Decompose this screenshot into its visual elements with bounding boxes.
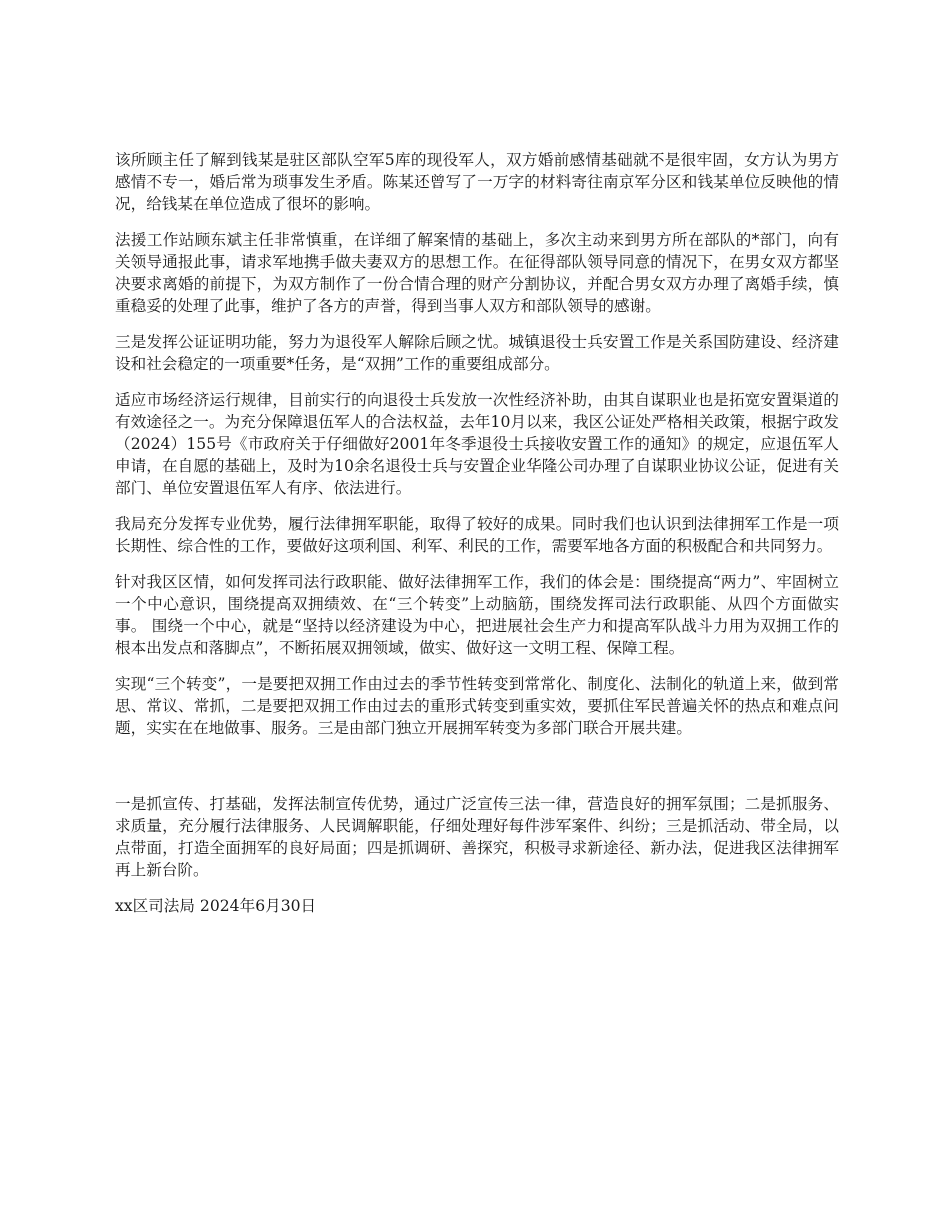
paragraph-2: 法援工作站顾东斌主任非常慎重，在详细了解案情的基础上，多次主动来到男方所在部队的*部门，向有关领导通报此事，请求军地携手做夫妻双方的思想工作。在征得部队领导同意的情况下，在男女双方都坚决要求离婚的前提下，为双方制作了一份合情合理的财产分割协议，并配合男女双方办理了离婚手续，慎重稳妥的处理了此事，维护了各方的声誉，得到当事人双方和部队领导的感谢。 [115, 231, 839, 315]
paragraph-3: 三是发挥公证证明功能，努力为退役军人解除后顾之忧。城镇退役士兵安置工作是关系国防建设、经济建设和社会稳定的一项重要*任务，是“双拥”工作的重要组成部分。 [115, 333, 839, 373]
paragraph-1: 该所顾主任了解到钱某是驻区部队空军5库的现役军人，双方婚前感情基础就不是很牢固，女方认为男方感情不专一，婚后常为琐事发生矛盾。陈某还曾写了一万字的材料寄往南京军分区和钱某单位反映他的情况，给钱某在单位造成了很坏的影响。 [115, 151, 839, 213]
paragraph-gap [115, 753, 839, 793]
paragraph-5: 我局充分发挥专业优势，履行法律拥军职能，取得了较好的成果。同时我们也认识到法律拥军工作是一项长期性、综合性的工作，要做好这项利国、利军、利民的工作，需要军地各方面的积极配合和共同努力。 [115, 515, 839, 555]
paragraph-6: 针对我区区情，如何发挥司法行政职能、做好法律拥军工作，我们的体会是：围绕提高“两力”、牢固树立一个中心意识，围绕提高双拥绩效、在“三个转变”上动脑筋，围绕发挥司法行政职能、从四个方面做实事。 围绕一个中心，就是“坚持以经济建设为中心，把进展社会生产力和提高军队战斗力用为双拥工作的根本出发点和落脚点”，不断拓展双拥领域，做实、做好这一文明工程、保障工程。 [115, 573, 839, 657]
paragraph-4: 适应市场经济运行规律，目前实行的向退役士兵发放一次性经济补助，由其自谋职业也是拓宽安置渠道的有效途径之一。为充分保障退伍军人的合法权益，去年10月以来，我区公证处严格相关政策，根据宁政发（2024）155号《市政府关于仔细做好2001年冬季退役士兵接收安置工作的通知》的规定，应退伍军人申请，在自愿的基础上，及时为10余名退役士兵与安置企业华隆公司办理了自谋职业协议公证，促进有关部门、单位安置退伍军人有序、依法进行。 [115, 391, 839, 497]
paragraph-7: 实现“三个转变”，一是要把双拥工作由过去的季节性转变到常常化、制度化、法制化的轨道上来，做到常思、常议、常抓，二是要把双拥工作由过去的重形式转变到重实效，要抓住军民普遍关怀的热点和难点问题，实实在在地做事、服务。三是由部门独立开展拥军转变为多部门联合开展共建。 [115, 675, 839, 737]
document-body [115, 149, 839, 917]
signature-line: xx区司法局 2024年6月30日 [115, 897, 317, 915]
paragraph-8: 一是抓宣传、打基础，发挥法制宣传优势，通过广泛宣传三法一律，营造良好的拥军氛围；二是抓服务、求质量，充分履行法律服务、人民调解职能，仔细处理好每件涉军案件、纠纷；三是抓活动、带全局，以点带面，打造全面拥军的良好局面；四是抓调研、善探究，积极寻求新途径、新办法，促进我区法律拥军再上新台阶。 [115, 795, 839, 879]
